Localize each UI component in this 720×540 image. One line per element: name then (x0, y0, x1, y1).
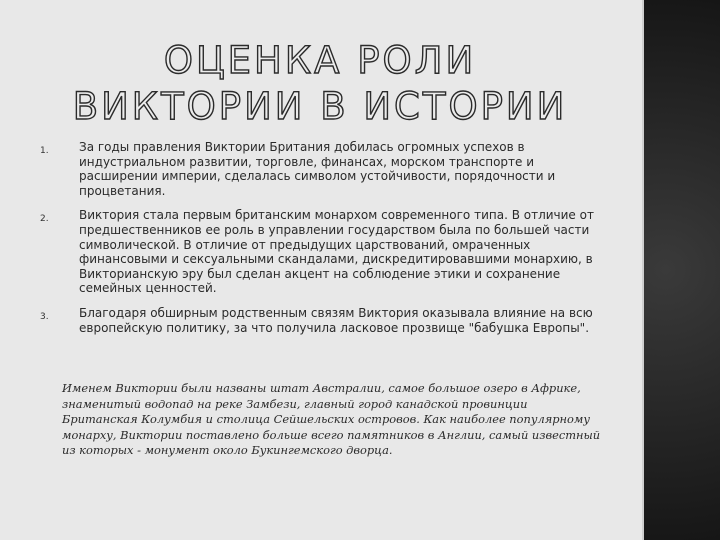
list-item (40, 306, 605, 335)
list-item-number: 3. (40, 311, 49, 322)
list-item-text: Благодаря обширным родственным связям Виктория оказывала влияние на всю европейскую политику, за что получила ласковое прозвище "бабушка Европы". (79, 305, 593, 335)
list-item (40, 140, 605, 198)
decorative-side-band (642, 0, 720, 540)
closing-note: Именем Виктории были названы штат Австралии, самое большое озеро в Африке, знаменитый водопад на реке Замбези, главный город канадской провинции Британская Колумбия и столица Сейшельских островов. Как наиболее популярному монарху, Виктории поставлено больше всего памятников в Англии, самый известный из которых - монумент около Букингемского дворца. (62, 381, 601, 457)
list-item-number: 2. (40, 214, 49, 225)
list-item-text: Виктория стала первым британским монархом современного типа. В отличие от предшественников ее роль в управлении государством была по большей части символической. В отличие от предыдущих царствований, омраченных финансовыми и сексуальными скандалами, дискредитировавшими монархию, в Викторианскую эру был сделан акцент на соблюдение этики и сохранение семейных ценностей. (79, 208, 594, 296)
points-list (40, 140, 605, 345)
list-item-text: За годы правления Виктории Британия добилась огромных успехов в индустриальном развитии, торговле, финансах, морском транспорте и расширении империи, сделалась символом устойчивости, порядочности и процветания. (79, 140, 556, 198)
slide-title: ОЦЕНКА РОЛИ ВИКТОРИИ В ИСТОРИИ (72, 39, 568, 128)
list-item (40, 208, 605, 296)
list-item-number: 1. (40, 146, 49, 156)
